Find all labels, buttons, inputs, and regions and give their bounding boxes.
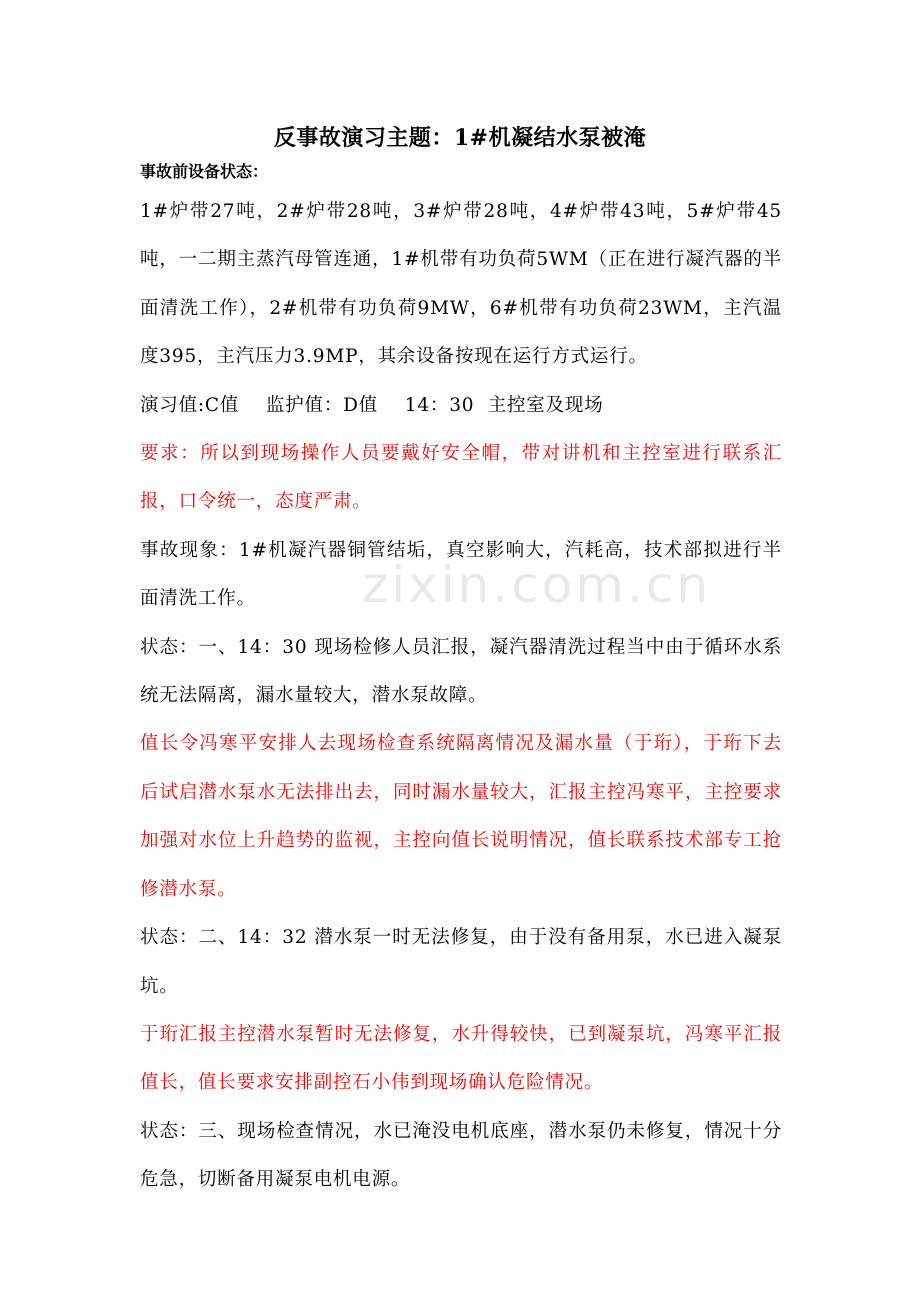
drill-info-line: 演习值:C值 监护值：D值 14：30 主控室及现场 — [140, 394, 604, 416]
watermark: zixin.com.cn — [362, 556, 712, 614]
requirement-paragraph: 要求：所以到现场操作人员要戴好安全帽，带对讲机和主控室进行联系汇报，口令统一，态度严肃。 — [140, 443, 782, 513]
pre-state-paragraph: 1#炉带27吨，2#炉带28吨，3#炉带28吨，4#炉带43吨，5#炉带45吨，一二期主蒸汽母管连通，1#机带有功负荷5WM（正在进行凝汽器的半面清洗工作），2#机带有功负荷9MW，6#机带有功负荷23WM，主汽温度395，主汽压力3.9MP，其余设备按现在运行方式运行。 — [140, 201, 782, 368]
state-one-paragraph: 状态：一、14：30 现场检修人员汇报，凝汽器清洗过程当中由于循环水系统无法隔离，漏水量较大，潜水泵故障。 — [140, 636, 782, 707]
document-title: 反事故演习主题：1#机凝结水泵被淹 — [273, 125, 647, 151]
state-two-paragraph: 状态：二、14：32 潜水泵一时无法修复，由于没有备用泵，水已进入凝泵坑。 — [140, 927, 782, 997]
state-three-paragraph: 状态：三、现场检查情况，水已淹没电机底座，潜水泵仍未修复，情况十分危急，切断备用凝泵电机电源。 — [140, 1120, 782, 1191]
phenomenon-paragraph: 事故现象：1#机凝汽器铜管结垢，真空影响大，汽耗高，技术部拟进行半面清洗工作。 — [140, 539, 782, 610]
document-body — [140, 188, 782, 1205]
action-one-paragraph: 值长令冯寒平安排人去现场检查系统隔离情况及漏水量（于珩），于珩下去后试启潜水泵水无法排出去，同时漏水量较大，汇报主控冯寒平，主控要求加强对水位上升趋势的监视，主控向值长说明情况，值长联系技术部专工抢修潜水泵。 — [140, 733, 782, 900]
pre-state-heading: 事故前设备状态： — [140, 162, 269, 181]
action-two-paragraph: 于珩汇报主控潜水泵暂时无法修复，水升得较快，已到凝泵坑，冯寒平汇报值长，值长要求安排副控石小伟到现场确认危险情况。 — [140, 1023, 782, 1094]
